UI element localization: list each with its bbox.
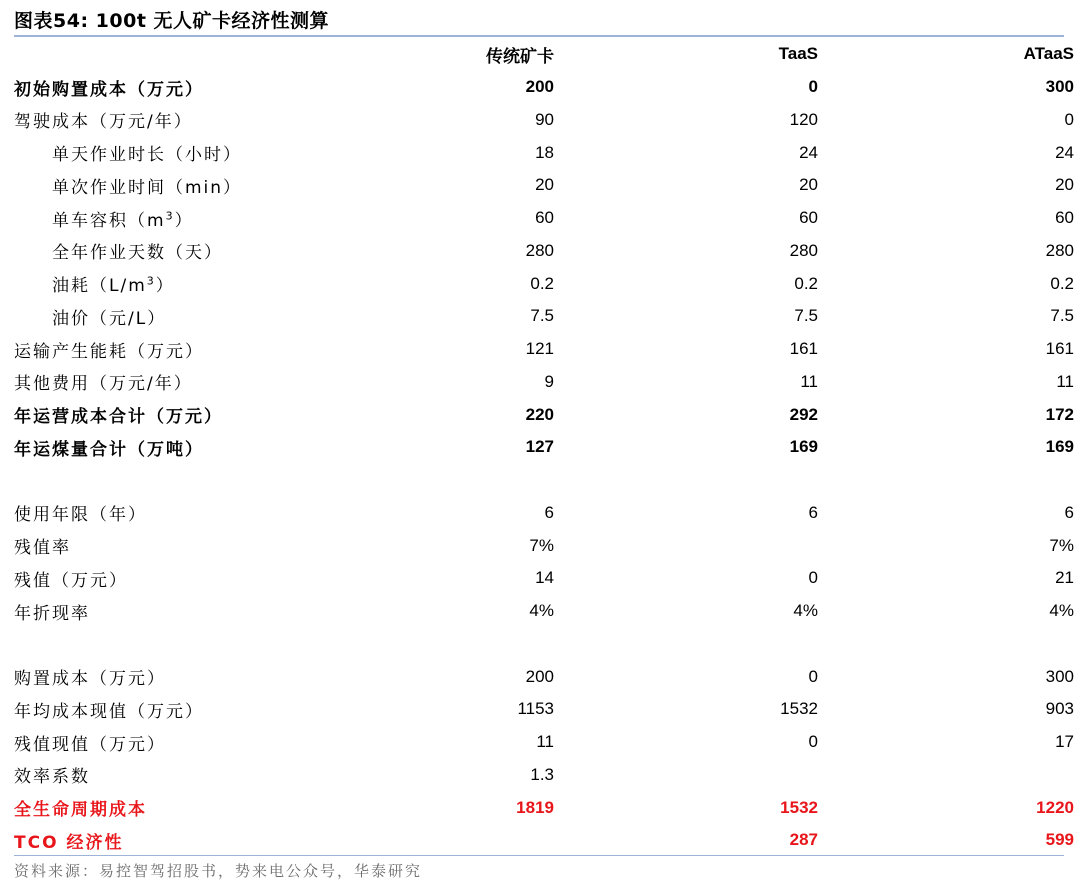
row-label: 运输产生能耗（万元）: [14, 341, 204, 362]
column-header-taas: TaaS: [778, 44, 818, 64]
cell-traditional: 220: [525, 404, 554, 424]
cell-taas: 0: [808, 732, 818, 752]
table-row: [14, 791, 1074, 824]
cell-ataas: 903: [1045, 699, 1074, 719]
cell-traditional: 280: [525, 240, 554, 260]
row-label-suffix: ）: [174, 210, 194, 231]
row-label: 全年作业天数（天）: [52, 243, 223, 264]
table-row: [14, 267, 1074, 300]
cell-traditional: 127: [525, 437, 554, 457]
row-label: 单次作业时间（min）: [52, 177, 243, 198]
cell-traditional: 200: [525, 77, 554, 97]
cell-taas: 24: [799, 142, 818, 162]
cell-traditional: 11: [536, 732, 554, 752]
cell-traditional: 18: [535, 142, 554, 162]
cell-ataas: 6: [1064, 502, 1074, 522]
cell-taas: 0: [808, 666, 818, 686]
table-row: [14, 398, 1074, 431]
table-row: [14, 595, 1074, 628]
row-label-text: 油耗（L/m: [52, 276, 147, 297]
table-row: [14, 71, 1074, 104]
cell-taas: 1532: [780, 797, 818, 817]
cell-taas: 0: [808, 77, 818, 97]
table-row: [14, 136, 1074, 169]
table-row: [14, 366, 1074, 399]
cell-traditional: 9: [544, 371, 554, 391]
table-row: [14, 759, 1074, 792]
row-label: [14, 267, 344, 300]
cell-traditional: 200: [525, 666, 554, 686]
cell-ataas: 0.2: [1050, 273, 1074, 293]
cell-taas: 1532: [780, 699, 818, 719]
cell-taas: 280: [789, 240, 818, 260]
cell-ataas: 300: [1045, 77, 1074, 97]
table-row: [14, 333, 1074, 366]
row-label: 残值现值（万元）: [14, 734, 166, 755]
table-row: [14, 497, 1074, 530]
cell-ataas: 0: [1064, 109, 1074, 129]
table-row: [14, 529, 1074, 562]
row-label: 年运煤量合计（万吨）: [14, 439, 204, 460]
row-label: 残值（万元）: [14, 570, 128, 591]
cell-ataas: 21: [1055, 568, 1074, 588]
cell-taas: 292: [789, 404, 818, 424]
row-label: 全生命周期成本: [14, 800, 147, 821]
cell-taas: [554, 759, 818, 792]
cell-traditional: 1.3: [530, 764, 554, 784]
row-label: [14, 202, 344, 235]
cell-taas: 11: [800, 371, 818, 391]
cell-ataas: 599: [1045, 830, 1074, 850]
table-row: [14, 431, 1074, 464]
cell-ataas: 172: [1045, 404, 1074, 424]
cell-taas: 0: [808, 568, 818, 588]
row-label-text: 单车容积（m: [52, 210, 166, 231]
cell-taas: 6: [808, 502, 818, 522]
table-row: [14, 235, 1074, 268]
cell-taas: [554, 529, 818, 562]
source-note: 资料来源：易控智驾招股书，势来电公众号，华泰研究: [14, 862, 423, 880]
row-label: 驾驶成本（万元/年）: [14, 112, 193, 133]
table-row: [14, 169, 1074, 202]
table-row: [14, 824, 1074, 857]
column-header-ataas: ATaaS: [1023, 44, 1074, 64]
cell-ataas: 169: [1045, 437, 1074, 457]
cell-taas: 161: [789, 339, 818, 359]
row-label: 油价（元/L）: [52, 308, 167, 329]
figure-title: 图表54: 100t 无人矿卡经济性测算: [14, 10, 330, 32]
row-label-suffix: ）: [155, 276, 175, 297]
cell-ataas: 17: [1055, 732, 1074, 752]
row-label: 残值率: [14, 538, 71, 559]
table-row: [14, 104, 1074, 137]
table-row: [14, 562, 1074, 595]
cell-ataas: 4%: [1049, 601, 1074, 621]
cell-taas: 7.5: [794, 306, 818, 326]
cell-taas: 169: [789, 437, 818, 457]
cell-traditional: 14: [535, 568, 554, 588]
row-label: 单天作业时长（小时）: [52, 145, 242, 166]
cell-traditional: 1819: [516, 797, 554, 817]
table-row: [14, 300, 1074, 333]
spacer-row: [14, 628, 1074, 661]
cell-ataas: 11: [1056, 371, 1074, 391]
cell-traditional: 4%: [529, 601, 554, 621]
cell-taas: 0.2: [794, 273, 818, 293]
spacer-cell: [14, 628, 1074, 661]
cell-ataas: 20: [1055, 175, 1074, 195]
row-label: 其他费用（万元/年）: [14, 374, 193, 395]
row-label: 初始购置成本（万元）: [14, 79, 204, 100]
cell-traditional: 121: [525, 339, 554, 359]
cell-taas: 60: [799, 208, 818, 228]
cell-ataas: 300: [1045, 666, 1074, 686]
cell-ataas: 1220: [1036, 797, 1074, 817]
cell-ataas: 7.5: [1050, 306, 1074, 326]
cell-ataas: 60: [1055, 208, 1074, 228]
cell-traditional: [344, 824, 554, 857]
header-corner: [14, 38, 344, 71]
row-label: 购置成本（万元）: [14, 669, 166, 690]
row-label-superscript: 3: [146, 274, 156, 288]
row-label-superscript: 3: [165, 208, 175, 222]
row-label: TCO 经济性: [14, 832, 124, 853]
cell-ataas: 161: [1045, 339, 1074, 359]
top-rule: [14, 35, 1064, 37]
cell-ataas: 280: [1045, 240, 1074, 260]
table-row: [14, 693, 1074, 726]
table-row: [14, 660, 1074, 693]
row-label: 使用年限（年）: [14, 505, 147, 526]
spacer-row: [14, 464, 1074, 497]
cell-traditional: 7%: [529, 535, 554, 555]
cell-ataas: 7%: [1049, 535, 1074, 555]
cell-traditional: 20: [535, 175, 554, 195]
row-label: 年运营成本合计（万元）: [14, 407, 223, 428]
cell-traditional: 6: [544, 502, 554, 522]
row-label: 年均成本现值（万元）: [14, 701, 204, 722]
bottom-rule: [14, 855, 1064, 856]
cell-traditional: 1153: [517, 699, 554, 719]
cell-ataas: 24: [1055, 142, 1074, 162]
cell-taas: 287: [789, 830, 818, 850]
table-row: [14, 202, 1074, 235]
cell-traditional: 7.5: [530, 306, 554, 326]
row-label: 效率系数: [14, 767, 90, 788]
header-row: [14, 38, 1074, 71]
cell-traditional: 90: [535, 109, 554, 129]
cell-taas: 4%: [793, 601, 818, 621]
spacer-cell: [14, 464, 1074, 497]
cell-traditional: 60: [535, 208, 554, 228]
cell-taas: 120: [789, 109, 818, 129]
cell-taas: 20: [799, 175, 818, 195]
cell-traditional: 0.2: [530, 273, 554, 293]
row-label: 年折现率: [14, 603, 90, 624]
cell-ataas: [818, 759, 1074, 792]
column-header-traditional: 传统矿卡: [486, 46, 554, 66]
table-row: [14, 726, 1074, 759]
economics-table: [14, 38, 1074, 857]
